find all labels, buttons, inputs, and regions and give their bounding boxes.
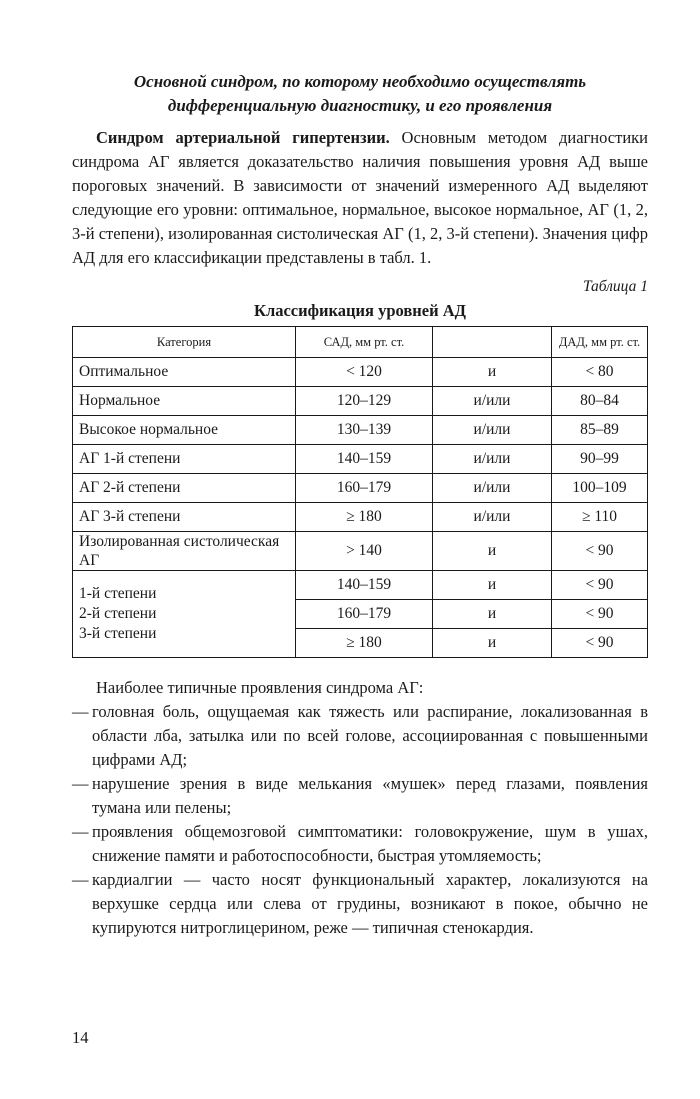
cell-dad: < 90 xyxy=(552,629,648,658)
cell-dad: 100–109 xyxy=(552,474,648,503)
cell-category: Высокое нормальное xyxy=(73,416,296,445)
symptom-list xyxy=(72,700,648,940)
cell-sad: < 120 xyxy=(296,358,433,387)
cell-dad: ≥ 110 xyxy=(552,503,648,532)
cell-conjunction: и xyxy=(433,629,552,658)
cell-sad: 160–179 xyxy=(296,474,433,503)
cell-dad: < 80 xyxy=(552,358,648,387)
cell-conjunction: и/или xyxy=(433,474,552,503)
bp-classification-table xyxy=(72,326,648,658)
cell-conjunction: и xyxy=(433,532,552,571)
cell-category: АГ 2-й степени xyxy=(73,474,296,503)
cell-grades xyxy=(73,571,296,658)
list-item: — головная боль, ощущаемая как тяжесть или распирание, локализованная в области лба, затылка или по всей голове, ассоциированная с повышенными цифрами АД; xyxy=(72,700,648,772)
header-conjunction xyxy=(433,327,552,358)
list-item: — кардиалгии — часто носят функциональный характер, локализуются на верхушке сердца или слева от грудины, возникают в покое, обычно не купируются нитроглицерином, реже — типичная стенокардия. xyxy=(72,868,648,940)
table-row xyxy=(73,416,648,445)
cell-sad: 120–129 xyxy=(296,387,433,416)
header-dad: ДАД, мм рт. ст. xyxy=(552,327,648,358)
cell-category: АГ 3-й степени xyxy=(73,503,296,532)
table-row xyxy=(73,532,648,571)
cell-dad: 90–99 xyxy=(552,445,648,474)
grade-label: 1-й степени xyxy=(79,585,157,602)
table-header-row xyxy=(73,327,648,358)
cell-conjunction: и xyxy=(433,600,552,629)
header-category: Категория xyxy=(73,327,296,358)
cell-conjunction: и/или xyxy=(433,503,552,532)
header-sad: САД, мм рт. ст. xyxy=(296,327,433,358)
table-reference: Таблица 1 xyxy=(582,278,648,295)
intro-bold-term: Синдром артериальной гипертензии. xyxy=(96,128,390,147)
list-item: — нарушение зрения в виде мелькания «мушек» перед глазами, появления тумана или пелены; xyxy=(72,772,648,820)
table-row xyxy=(73,474,648,503)
cell-dad: < 90 xyxy=(552,600,648,629)
section-heading xyxy=(72,70,648,118)
cell-sad: > 140 xyxy=(296,532,433,571)
intro-paragraph xyxy=(72,126,648,270)
cell-sad: 130–139 xyxy=(296,416,433,445)
cell-category: АГ 1-й степени xyxy=(73,445,296,474)
table-row xyxy=(73,445,648,474)
cell-dad: 80–84 xyxy=(552,387,648,416)
list-item: — проявления общемозговой симптоматики: головокружение, шум в ушах, снижение памяти и работоспособности, быстрая утомляемость; xyxy=(72,820,648,868)
cell-category: Оптимальное xyxy=(73,358,296,387)
grade-label: 3-й степени xyxy=(79,625,157,642)
cell-sad: 140–159 xyxy=(296,571,433,600)
cell-dad: 85–89 xyxy=(552,416,648,445)
cell-sad: ≥ 180 xyxy=(296,503,433,532)
table-row xyxy=(73,503,648,532)
cell-conjunction: и xyxy=(433,358,552,387)
table-row xyxy=(73,571,648,600)
cell-dad: < 90 xyxy=(552,571,648,600)
cell-conjunction: и/или xyxy=(433,445,552,474)
list-intro: Наиболее типичные проявления синдрома АГ: xyxy=(96,678,424,697)
cell-sad: 160–179 xyxy=(296,600,433,629)
table-row xyxy=(73,387,648,416)
section-heading-line-2: дифференциальную диагностику, и его проявления xyxy=(167,96,553,115)
cell-conjunction: и xyxy=(433,571,552,600)
cell-category: Изолированная систолическая АГ xyxy=(73,532,296,571)
section-heading-line-1: Основной синдром, по которому необходимо осуществлять xyxy=(133,72,587,91)
cell-conjunction: и/или xyxy=(433,416,552,445)
cell-conjunction: и/или xyxy=(433,387,552,416)
cell-category: Нормальное xyxy=(73,387,296,416)
cell-dad: < 90 xyxy=(552,532,648,571)
intro-text: Основным методом диагностики синдрома АГ является доказательство наличия повышения уровня АД выше пороговых значений. В зависимости от значений измеренного АД выделяют следующие его уровни: оптимальное, нормальное, высокое нормальное, АГ (1, 2, 3-й степени), изолированная систолическая АГ (1, 2, 3-й степени). Значения цифр АД для его классификации представлены в табл. 1. xyxy=(72,128,648,267)
page-content xyxy=(72,70,648,940)
table-title: Классификация уровней АД xyxy=(253,301,467,320)
cell-sad: ≥ 180 xyxy=(296,629,433,658)
page-number: 14 xyxy=(72,1028,89,1047)
table-row xyxy=(73,358,648,387)
grade-label: 2-й степени xyxy=(79,605,157,622)
cell-sad: 140–159 xyxy=(296,445,433,474)
